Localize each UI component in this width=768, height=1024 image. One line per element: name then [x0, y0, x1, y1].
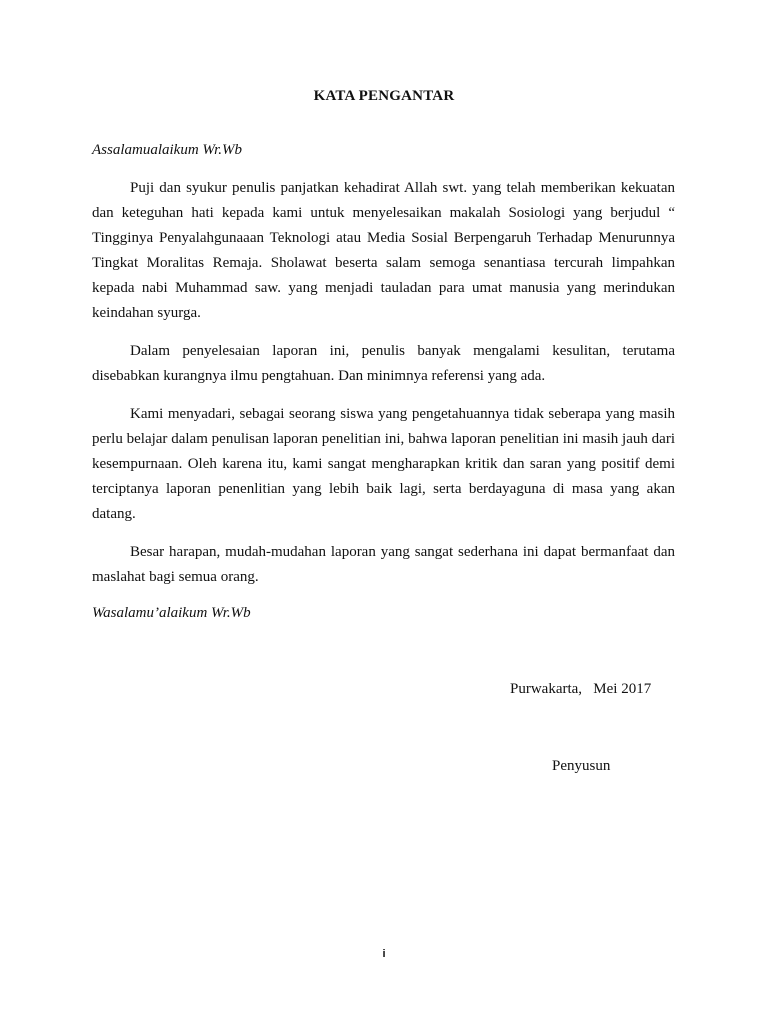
page-number: i	[382, 948, 386, 960]
paragraph-3: Kami menyadari, sebagai seorang siswa yang pengetahuannya tidak seberapa yang masih perlu belajar dalam penulisan laporan penelitian ini, bahwa laporan penelitian ini masih jauh dari kesempurnaan. Oleh karena itu, kami sangat mengharapkan kritik dan saran yang positif demi terciptanya laporan penenlitian yang lebih baik lagi, serta berdayaguna di masa yang akan datang.	[92, 406, 675, 522]
closing-greeting: Wasalamu’alaikum Wr.Wb	[92, 605, 251, 621]
paragraph-2: Dalam penyelesaian laporan ini, penulis banyak mengalami kesulitan, terutama disebabkan kurangnya ilmu pengtahuan. Dan minimnya referensi yang ada.	[92, 343, 675, 384]
paragraph-4: Besar harapan, mudah-mudahan laporan yang sangat sederhana ini dapat bermanfaat dan maslahat bagi semua orang.	[92, 544, 675, 585]
document-title: KATA PENGANTAR	[313, 88, 455, 104]
opening-greeting: Assalamualaikum Wr.Wb	[92, 142, 242, 158]
place-and-date: Purwakarta, Mei 2017	[510, 681, 652, 697]
paragraph-1: Puji dan syukur penulis panjatkan kehadirat Allah swt. yang telah memberikan kekuatan dan keteguhan hati kepada kami untuk menyelesaikan makalah Sosiologi yang berjudul “ Tingginya Penyalahgunaaan Teknologi atau Media Sosial Berpengaruh Terhadap Menurunnya Tingkat Moralitas Remaja. Sholawat beserta salam semoga senantiasa tercurah limpahkan kepada nabi Muhammad saw. yang menjadi tauladan para umat manusia yang merindukan keindahan syurga.	[92, 180, 675, 321]
author-signature: Penyusun	[552, 758, 611, 774]
